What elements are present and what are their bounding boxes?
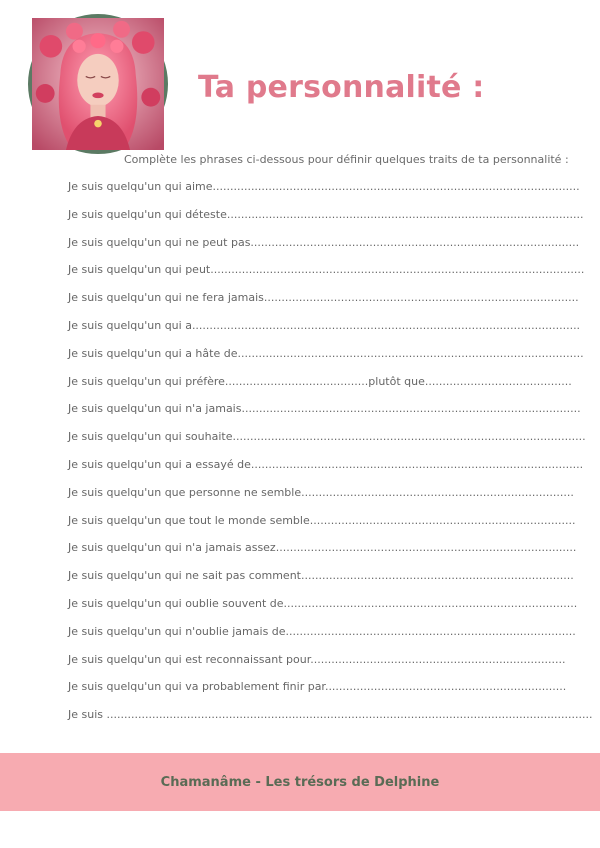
sentence-line[interactable]: Je suis quelqu'un qui est reconnaissant pour......................................................................... <box>68 652 566 666</box>
sentence-line[interactable]: Je suis quelqu'un qui n'oublie jamais de................................................................................... <box>68 624 576 638</box>
portrait-image <box>28 14 168 154</box>
sentence-line[interactable]: Je suis ........................................................................................................................................... <box>68 708 593 722</box>
sentence-line[interactable]: Je suis quelqu'un que tout le monde semble............................................................................ <box>68 513 576 527</box>
sentence-line[interactable]: Je suis quelqu'un qui ne fera jamais.......................................................................................... <box>68 291 579 305</box>
sentence-line[interactable]: Je suis quelqu'un qui n'a jamais................................................................................................. <box>68 402 581 416</box>
sentence-list <box>68 180 593 736</box>
sentence-line[interactable]: Je suis quelqu'un qui préfère.........................................plutôt que.......................................... <box>68 374 572 388</box>
sentence-line[interactable]: Je suis quelqu'un qui souhaite..................................................................................................... <box>68 430 586 444</box>
sentence-line[interactable]: Je suis quelqu'un qui a hâte de................................................................................................... <box>68 346 584 360</box>
sentence-line[interactable]: Je suis quelqu'un qui aime......................................................................................................... <box>68 180 580 193</box>
sentence-line[interactable]: Je suis quelqu'un qui oublie souvent de.................................................................................... <box>68 596 578 610</box>
sentence-line[interactable]: Je suis quelqu'un qui ne sait pas comment.............................................................................. <box>68 569 574 583</box>
sentence-line[interactable]: Je suis quelqu'un qui peut........................................................................................................... <box>68 263 585 277</box>
sentence-line[interactable]: Je suis quelqu'un qui ne peut pas.............................................................................................. <box>68 235 580 249</box>
footer-banner <box>0 753 600 811</box>
sentence-line[interactable]: Je suis quelqu'un qui a essayé de............................................................................................... <box>68 457 584 471</box>
footer-text: Chamanâme - Les trésors de Delphine <box>160 774 440 790</box>
sentence-line[interactable]: Je suis quelqu'un que personne ne semble.............................................................................. <box>68 485 574 499</box>
sentence-line[interactable]: Je suis quelqu'un qui n'a jamais assez...................................................................................... <box>68 541 577 555</box>
sentence-line[interactable]: Je suis quelqu'un qui va probablement finir par..................................................................... <box>68 680 567 694</box>
intro-text: Complète les phrases ci-dessous pour définir quelques traits de ta personnalité : <box>124 153 569 166</box>
sentence-line[interactable]: Je suis quelqu'un qui déteste...................................................................................................... <box>68 207 584 221</box>
sentence-line[interactable]: Je suis quelqu'un qui a............................................................................................................... <box>68 318 581 332</box>
page-title: Ta personnalité : <box>198 70 485 105</box>
